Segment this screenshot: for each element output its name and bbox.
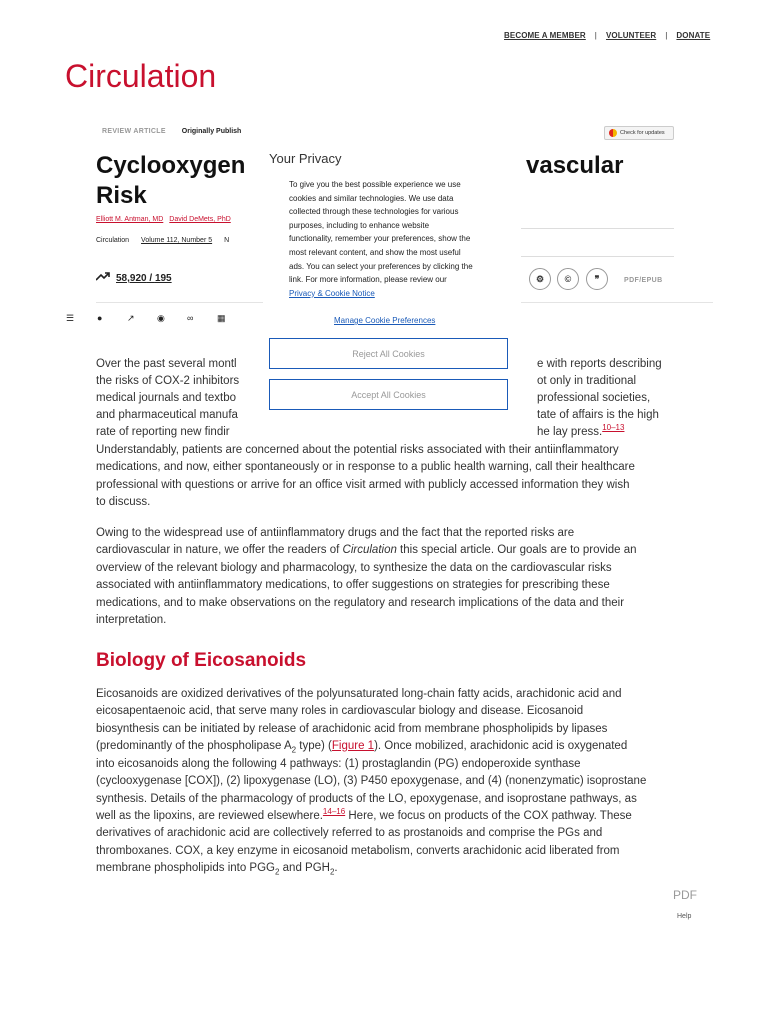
volunteer-link[interactable]: VOLUNTEER — [605, 31, 657, 40]
reference-link[interactable]: 14–16 — [322, 807, 346, 817]
text-line: tate of affairs is the high — [537, 409, 659, 421]
slash: / — [146, 273, 155, 284]
text-line: derivatives of arachidonic acid are collectively referred to as prostanoids and comprise the PGs and — [96, 827, 603, 839]
contents-icon[interactable]: ☰ — [66, 313, 75, 323]
text-line: synthesis. Details of the pharmacology of products of the LO, epoxygenase, and isoprostane pathways, as — [96, 793, 637, 805]
issue-cut: N — [224, 237, 230, 244]
author-link[interactable]: David DeMets, PhD — [169, 216, 231, 223]
author-list — [96, 216, 237, 223]
check-for-updates-button[interactable] — [604, 126, 674, 140]
pdf-side-link[interactable]: PDF — [673, 888, 697, 902]
text-line: e with reports describing — [537, 358, 662, 370]
text-fragment: Here, we focus on products of the COX pathway. These — [345, 810, 632, 822]
check-updates-label: Check for updates — [620, 130, 665, 136]
reject-all-cookies-button[interactable]: Reject All Cookies — [269, 338, 508, 369]
text-line: medications, and now, either spontaneously or in response to a public health warning, call their healthcare — [96, 461, 635, 473]
title-line-2: Risk — [96, 182, 147, 209]
text-fragment: well as the lipoxins, are reviewed elsewhere. — [96, 810, 323, 822]
divider: | — [594, 31, 597, 40]
text-line: associated with antiinflammatory medications, to offer suggestions on strategies for prescribing these — [96, 579, 610, 591]
citations-count[interactable]: 195 — [154, 273, 172, 284]
become-member-link[interactable]: BECOME A MEMBER — [504, 31, 586, 40]
quote-icon[interactable]: ❞ — [586, 268, 608, 290]
title-part-1: Cyclooxygen — [96, 152, 246, 179]
text-line — [96, 542, 637, 559]
text-line: rate of reporting new findir — [96, 426, 230, 438]
text-line: professional societies, — [537, 392, 651, 404]
volume-link[interactable]: Volume 112, Number 5 — [141, 237, 213, 244]
figures-icon[interactable]: ▦ — [217, 313, 226, 323]
text-line: ot only in traditional — [537, 375, 637, 387]
journal-italic: Circulation — [342, 544, 397, 556]
text-line: thromboxanes. COX, a key enzyme in eicosanoid metabolism, converts arachidonic acid liberated from — [96, 845, 620, 857]
text-fragment: and PGH — [279, 862, 330, 874]
text-line: to discuss. — [96, 496, 151, 508]
text-fragment: cardiovascular in nature, we offer the readers of — [96, 544, 343, 556]
view-icon[interactable]: ◉ — [157, 313, 165, 323]
text-fragment: type) ( — [296, 740, 332, 752]
trending-icon — [96, 272, 112, 284]
text-fragment: (predominantly of the phospholipase A — [96, 740, 292, 752]
text-fragment: he lay press. — [537, 426, 603, 438]
text-fragment: membrane phospholipids into PGG — [96, 862, 275, 874]
donate-link[interactable]: DONATE — [676, 31, 711, 40]
article-metrics[interactable] — [96, 272, 172, 284]
figure-link[interactable]: Figure 1 — [331, 740, 375, 752]
accept-all-cookies-button[interactable]: Accept All Cookies — [269, 379, 508, 410]
text-fragment: . — [334, 862, 338, 874]
pdf-epub-link[interactable]: PDF/EPUB — [624, 277, 663, 284]
text-line — [96, 808, 632, 825]
text-fragment: ). Once mobilized, arachidonic acid is oxygenated — [374, 740, 628, 752]
text-line: Owing to the widespread use of antiinflammatory drugs and the fact that the reported risks are — [96, 527, 575, 539]
crossmark-icon — [609, 129, 617, 137]
publication-date-tab[interactable]: Originally Publish — [181, 128, 242, 135]
text-line: Eicosanoids are oxidized derivatives of the polyunsaturated long-chain fatty acids, arachidonic acid and — [96, 688, 622, 700]
divider — [510, 228, 674, 229]
downloads-count[interactable]: 58,920 — [116, 273, 147, 284]
subscript: 2 — [291, 745, 297, 755]
manage-cookie-preferences-link[interactable]: Manage Cookie Preferences — [334, 316, 436, 325]
text-line: Over the past several montl — [96, 358, 237, 370]
text-line: and pharmaceutical manufa — [96, 409, 238, 421]
top-links — [504, 31, 710, 40]
text-line: overview of the relevant biology and pharmacology, to synthesize the data on the cardiovascular risks — [96, 562, 612, 574]
text-line: the risks of COX-2 inhibitors — [96, 375, 240, 387]
privacy-text — [289, 178, 499, 300]
section-heading: Biology of Eicosanoids — [96, 650, 307, 671]
text-line: into eicosanoids along the following 4 pathways: (1) prostaglandin (PG) endoperoxide synthase — [96, 758, 581, 770]
subscript: 2 — [275, 867, 280, 877]
journal-name: Circulation — [96, 237, 130, 244]
text-line: biosynthesis can be initiated by release of arachidonic acid from membrane phospholipids by lipases — [96, 723, 608, 735]
text-fragment: this special article. Our goals are to provide an — [396, 544, 637, 556]
text-line — [96, 860, 338, 881]
text-line: professional with questions or arrive for an office visit armed with publicly accessed information they wish — [96, 479, 630, 491]
text-line: medical journals and textbo — [96, 392, 236, 404]
info-icon[interactable]: ● — [97, 313, 103, 323]
text-line — [537, 424, 624, 441]
help-link[interactable]: Help — [677, 913, 692, 920]
divider: | — [665, 31, 668, 40]
reference-link[interactable]: 10–13 — [602, 423, 625, 433]
permissions-icon[interactable]: ⚙ — [529, 268, 551, 290]
privacy-text-body: To give you the best possible experience we use cookies and similar technologies. We use data collected through these technologies for various purposes, including to enhance website functionality, remember your preferences, show the most relevant content, and show the most useful ads. You can select your preferences by clicking the link. For more information, please review our — [289, 180, 473, 285]
text-line: eicosapentaenoic acid, that serve many roles in cardiovascular biology and disease. Eicosanoid — [96, 705, 584, 717]
subscript: 2 — [329, 867, 335, 877]
journal-logo[interactable]: Circulation — [65, 58, 217, 94]
metrics-icon[interactable]: ↗ — [127, 313, 135, 323]
title-part-2: vascular — [526, 152, 624, 179]
article-meta — [102, 128, 241, 135]
text-line: Understandably, patients are concerned about the potential risks associated with their antiinflammatory — [96, 444, 619, 456]
text-line: (cyclooxygenase [COX]), (2) lipoxygenase (LO), (3) P450 epoxygenase, and (4) (nonenzymatic) isoprostane — [96, 775, 647, 787]
article-type: REVIEW ARTICLE — [102, 128, 166, 135]
text-line: interpretation. — [96, 614, 167, 626]
divider — [510, 256, 674, 257]
privacy-dialog — [263, 140, 521, 333]
author-link[interactable]: Elliott M. Antman, MD — [96, 216, 164, 223]
privacy-title: Your Privacy — [269, 151, 342, 166]
text-line: medications, and to make observations on the regulatory and research implications of the data and their — [96, 597, 625, 609]
issue-info — [96, 237, 239, 244]
copyright-icon[interactable]: © — [557, 268, 579, 290]
link-icon[interactable]: ∞ — [187, 313, 194, 323]
privacy-notice-link[interactable]: Privacy & Cookie Notice — [289, 288, 375, 298]
